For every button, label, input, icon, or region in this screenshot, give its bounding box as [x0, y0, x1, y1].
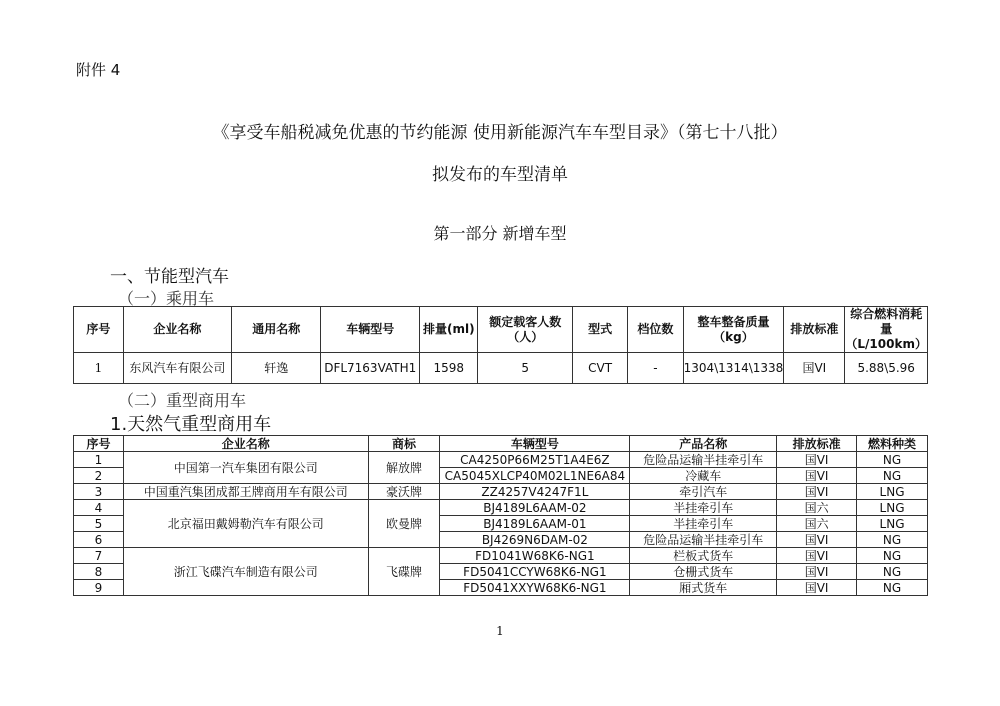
emission-cell: 国六	[777, 516, 857, 532]
company-cell: 中国重汽集团成都王牌商用车有限公司	[123, 484, 368, 500]
attachment-label: 附件 4	[76, 61, 121, 79]
header-cell: 综合燃料消耗量（L/100km）	[845, 307, 927, 351]
table-row	[74, 548, 928, 564]
product-cell: 冷藏车	[630, 468, 777, 484]
table-cell: 1	[74, 353, 124, 384]
header-cell: 整车整备质量（kg）	[683, 307, 784, 353]
row-number: 3	[74, 484, 124, 500]
row-number: 1	[74, 452, 124, 468]
row-number: 8	[74, 564, 124, 580]
header-cell: 车辆型号	[321, 307, 420, 353]
header-cell: 产品名称	[630, 436, 777, 452]
section1-sub1-heading: （一）乘用车	[118, 289, 215, 308]
header-cell: 序号	[74, 307, 124, 353]
fuel-cell: NG	[857, 532, 928, 548]
table-cell: 轩逸	[232, 353, 321, 384]
product-cell: 仓栅式货车	[630, 564, 777, 580]
emission-cell: 国VI	[777, 532, 857, 548]
fuel-cell: NG	[857, 452, 928, 468]
natural-gas-truck-table	[73, 435, 928, 596]
model-cell: BJ4189L6AAM-01	[440, 516, 630, 532]
model-cell: CA5045XLCP40M02L1NE6A84	[440, 468, 630, 484]
table-cell: 5.88\5.96	[845, 353, 928, 384]
emission-cell: 国VI	[777, 548, 857, 564]
emission-cell: 国VI	[777, 564, 857, 580]
row-number: 6	[74, 532, 124, 548]
document-title: 《享受车船税减免优惠的节约能源 使用新能源汽车车型目录》（第七十八批）	[212, 123, 788, 143]
header-cell: 企业名称	[123, 436, 368, 452]
header-cell: 企业名称	[123, 307, 231, 353]
model-cell: BJ4269N6DAM-02	[440, 532, 630, 548]
table-cell: DFL7163VATH1	[321, 353, 420, 384]
brand-cell: 豪沃牌	[368, 484, 440, 500]
row-number: 4	[74, 500, 124, 516]
company-cell: 中国第一汽车集团有限公司	[123, 452, 368, 484]
company-cell: 北京福田戴姆勒汽车有限公司	[123, 500, 368, 548]
fuel-cell: LNG	[857, 516, 928, 532]
fuel-cell: NG	[857, 564, 928, 580]
company-cell: 浙江飞碟汽车制造有限公司	[123, 548, 368, 596]
model-cell: FD1041W68K6-NG1	[440, 548, 630, 564]
row-number: 7	[74, 548, 124, 564]
brand-cell: 飞碟牌	[368, 548, 440, 596]
model-cell: BJ4189L6AAM-02	[440, 500, 630, 516]
header-cell: 排量(ml)	[420, 307, 478, 353]
model-cell: CA4250P66M25T1A4E6Z	[440, 452, 630, 468]
product-cell: 半挂牵引车	[630, 500, 777, 516]
model-cell: FD5041XXYW68K6-NG1	[440, 580, 630, 596]
table-row	[74, 500, 928, 516]
document-subtitle: 拟发布的车型清单	[432, 165, 568, 185]
header-cell: 燃料种类	[857, 436, 928, 452]
row-number: 2	[74, 468, 124, 484]
product-cell: 危险品运输半挂牵引车	[630, 532, 777, 548]
fuel-cell: NG	[857, 468, 928, 484]
fuel-cell: NG	[857, 548, 928, 564]
fuel-cell: NG	[857, 580, 928, 596]
table-cell: 国VI	[784, 353, 845, 384]
header-cell: 排放标准	[777, 436, 857, 452]
header-cell: 车辆型号	[440, 436, 630, 452]
section1-heading: 一、节能型汽车	[110, 267, 229, 287]
product-cell: 牵引汽车	[630, 484, 777, 500]
header-cell: 通用名称	[232, 307, 321, 353]
section1-sub2-heading: （二）重型商用车	[118, 391, 247, 410]
fuel-cell: LNG	[857, 484, 928, 500]
page-number: 1	[496, 624, 504, 638]
header-cell: 序号	[74, 436, 124, 452]
passenger-car-table	[73, 306, 928, 384]
header-cell: 型式	[572, 307, 627, 353]
table-header-row	[74, 436, 928, 452]
part-heading: 第一部分 新增车型	[433, 224, 567, 243]
brand-cell: 欧曼牌	[368, 500, 440, 548]
header-cell: 排放标准	[784, 307, 845, 353]
fuel-cell: LNG	[857, 500, 928, 516]
table-row	[74, 484, 928, 500]
product-cell: 危险品运输半挂牵引车	[630, 452, 777, 468]
row-number: 5	[74, 516, 124, 532]
model-cell: FD5041CCYW68K6-NG1	[440, 564, 630, 580]
table-cell: 5	[478, 353, 573, 384]
table-cell: 1598	[420, 353, 478, 384]
emission-cell: 国六	[777, 500, 857, 516]
section1-sub2a-heading: 1.天然气重型商用车	[110, 414, 272, 435]
header-cell: 档位数	[628, 307, 683, 353]
table-cell: 1304\1314\1338	[683, 353, 784, 384]
model-cell: ZZ4257V4247F1L	[440, 484, 630, 500]
emission-cell: 国VI	[777, 452, 857, 468]
header-cell: 商标	[368, 436, 440, 452]
product-cell: 厢式货车	[630, 580, 777, 596]
emission-cell: 国VI	[777, 484, 857, 500]
table-row	[74, 452, 928, 468]
brand-cell: 解放牌	[368, 452, 440, 484]
header-cell: 额定载客人数（人）	[478, 307, 573, 353]
table-cell: CVT	[572, 353, 627, 384]
product-cell: 半挂牵引车	[630, 516, 777, 532]
row-number: 9	[74, 580, 124, 596]
product-cell: 栏板式货车	[630, 548, 777, 564]
table-row	[74, 353, 928, 384]
table-cell: -	[628, 353, 683, 384]
emission-cell: 国VI	[777, 580, 857, 596]
table-header-row	[74, 307, 928, 353]
table-cell: 东风汽车有限公司	[123, 353, 231, 384]
emission-cell: 国VI	[777, 468, 857, 484]
